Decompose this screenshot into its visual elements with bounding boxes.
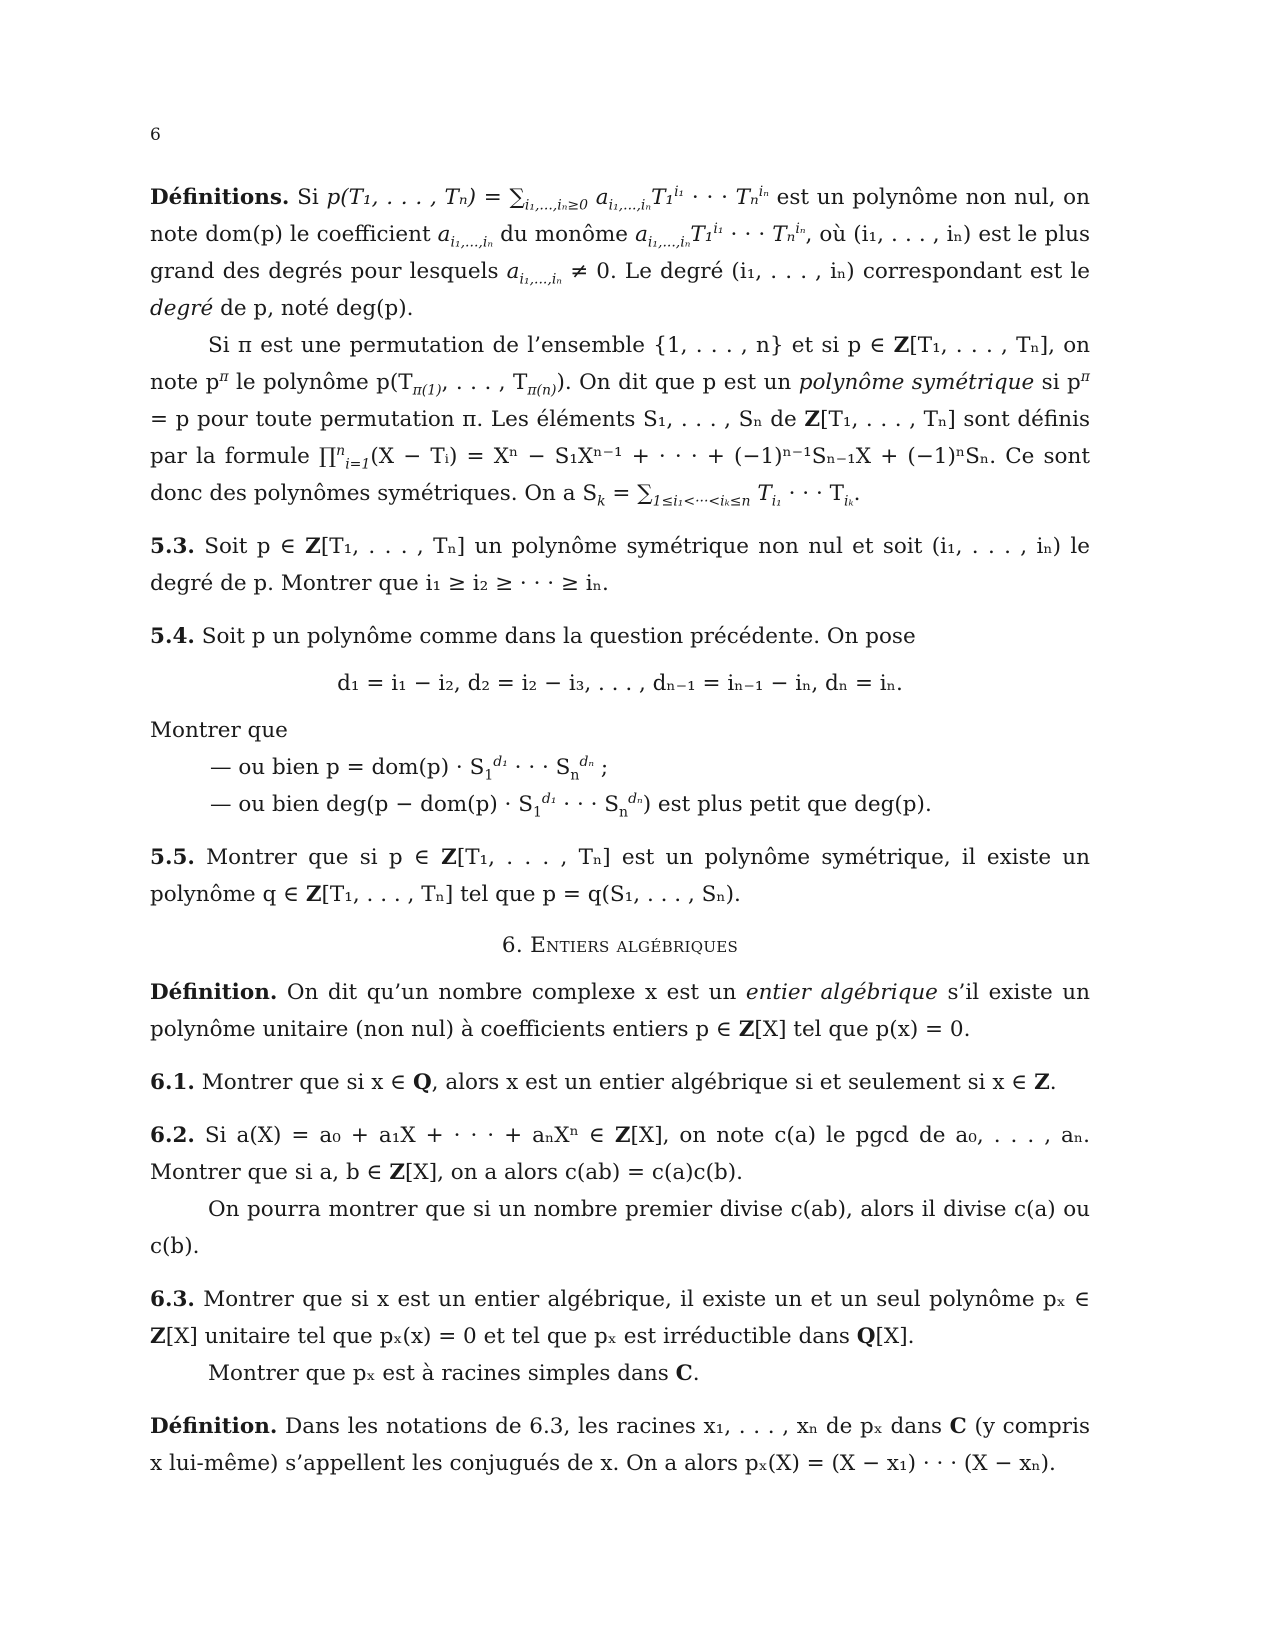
symmetric-paragraph: Si π est une permutation de l’ensemble {1, . . . , n} et si p ∈ Z[T₁, . . . , Tₙ], on note $p^\pi$ le polynôme $p(T_{\pi(1)}$, . . . , $T_{\pi(n)}$). On dit que p est un polynôme symétrique si $p^\pi = p$ pour toute permutation π. Les éléments S₁, . . . , Sₙ de Z[T₁, . . . , Tₙ] sont définis par la formule ∏$^n_{i=1}$(X − Tᵢ) = Xⁿ − S₁Xⁿ⁻¹ + · · · + (−1)ⁿ⁻¹Sₙ₋₁X + (−1)ⁿSₙ. Ce sont donc des polynômes symétriques. On a $S_k = \sum_{1\le i_1<\cdot\cdot\cdot<i_k\le n}$ $T_{i_1}$ · · · $T_{i_k}$. <box>150 333 1090 510</box>
definition-conjugues: Définition. Dans les notations de 6.3, les racines x₁, . . . , xₙ de pₓ dans C (y compris x lui-même) s’appellent les conjugués de x. On a alors pₓ(X) = (X − x₁) · · · (X − xₙ). <box>150 1414 1090 1476</box>
equation-d: d₁ = i₁ − i₂, d₂ = i₂ − i₃, . . . , dₙ₋₁ = iₙ₋₁ − iₙ, dₙ = iₙ. <box>337 671 903 696</box>
question-label: 6.2. <box>150 1123 195 1148</box>
entier-algebrique-term: entier algébrique <box>745 980 938 1005</box>
question-6-3: 6.3. Montrer que si x est un entier algébrique, il existe un et un seul polynôme pₓ ∈ Z[X] unitaire tel que pₓ(x) = 0 et tel que pₓ est irréductible dans Q[X]. <box>150 1287 1090 1349</box>
question-label: 5.5. <box>150 845 195 870</box>
definition-entier-algebrique: Définition. On dit qu’un nombre complexe x est un entier algébrique s’il existe un polynôme unitaire (non nul) à coefficients entiers p ∈ Z[X] tel que p(x) = 0. <box>150 980 1090 1042</box>
definitions-label: Définitions. <box>150 185 290 210</box>
section-title: Entiers algébriques <box>530 933 739 958</box>
question-label: 6.1. <box>150 1070 195 1095</box>
rationals-symbol: Q <box>412 1070 432 1095</box>
integers-symbol: Z <box>893 333 910 358</box>
section-heading: 6. Entiers algébriques <box>501 933 739 958</box>
question-5-4: 5.4. Soit p un polynôme comme dans la question précédente. On pose <box>150 624 916 649</box>
question-6-2-hint: On pourra montrer que si un nombre premier divise c(ab), alors il divise c(a) ou c(b). <box>150 1197 1090 1259</box>
question-label: 5.4. <box>150 624 195 649</box>
question-5-5: 5.5. Montrer que si p ∈ Z[T₁, . . . , Tₙ] est un polynôme symétrique, il existe un polynôme q ∈ Z[T₁, . . . , Tₙ] tel que p = q(S₁, . . . , Sₙ). <box>150 845 1090 907</box>
degre-term: degré <box>150 296 214 321</box>
complex-symbol: C <box>675 1361 693 1386</box>
question-label: 6.3. <box>150 1287 195 1312</box>
page <box>150 125 1090 1482</box>
question-5-4-show: Montrer que <box>150 718 288 743</box>
question-5-3: 5.3. Soit p ∈ Z[T₁, . . . , Tₙ] un polynôme symétrique non nul et soit (i₁, . . . , iₙ) le degré de p. Montrer que i₁ ≥ i₂ ≥ · · · ≥ iₙ. <box>150 534 1090 596</box>
question-6-2: 6.2. Si a(X) = a₀ + a₁X + · · · + aₙXⁿ ∈ Z[X], on note c(a) le pgcd de a₀, . . . , aₙ. Montrer que si a, b ∈ Z[X], on a alors c(ab) = c(a)c(b). <box>150 1123 1090 1185</box>
question-label: 5.3. <box>150 534 195 559</box>
definition-label: Définition. <box>150 980 278 1005</box>
list-item: — ou bien $deg(p - dom(p) \cdot S_1^{d_1}$ · · · $S_n^{d_n}$) est plus petit que deg(p). <box>210 790 932 821</box>
definition-label: Définition. <box>150 1414 278 1439</box>
list-item: — ou bien $p = dom(p) \cdot S_1^{d_1}$ · · · $S_n^{d_n}$ ; <box>210 753 609 784</box>
symmetric-polynomial-term: polynôme symétrique <box>798 370 1035 395</box>
definitions-paragraph: Définitions. Si p(T₁, . . . , $T_n) = \sum_{i_1,...,i_n\ge 0}$ $a_{i_1,...,i_n}T_1^{i_1}$ · · · Tₙ$^{i_n}$ est un polynôme non nul, on note dom(p) le coefficient $a_{i_1,...,i_n}$ du monôme $a_{i_1,...,i_n}T_1^{i_1}$ · · · Tₙ$^{i_n}$, où (i₁, . . . , iₙ) est le plus grand des degrés pour lesquels $a_{i_1,...,i_n} \ne 0$. Le degré (i₁, . . . , iₙ) correspondant est le degré de p, noté deg(p). <box>150 183 1091 321</box>
question-6-3-part2: Montrer que pₓ est à racines simples dans C. <box>208 1361 700 1386</box>
page-number: 6 <box>150 125 161 145</box>
question-6-1: 6.1. Montrer que si x ∈ Q, alors x est un entier algébrique si et seulement si x ∈ Z. <box>150 1070 1057 1095</box>
